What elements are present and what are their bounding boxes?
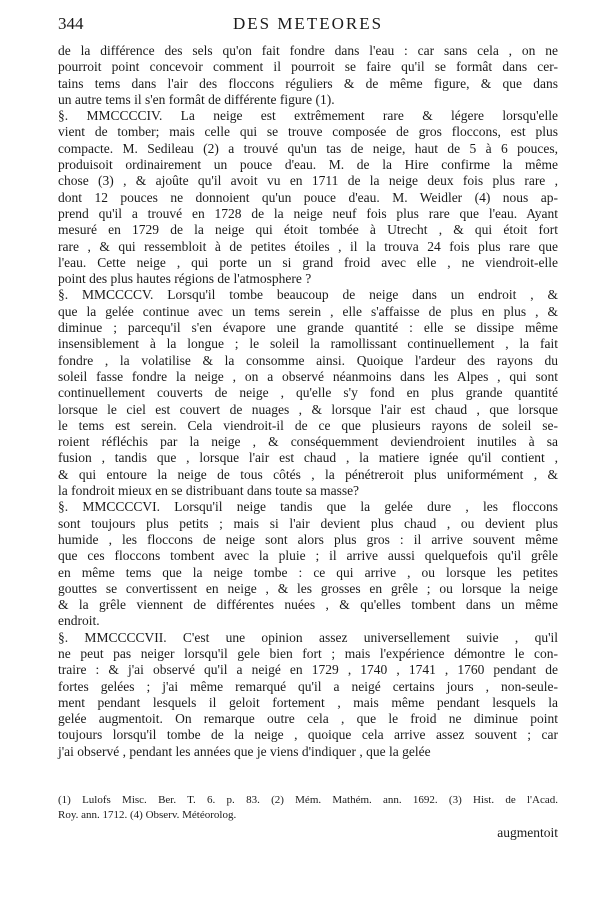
text-line: compacte. M. Sedileau (2) a trouvé qu'un tas de neige, haut de 5 à 6 pouces,	[58, 140, 558, 156]
text-line: §. MMCCCCVI. Lorsqu'il neige tandis que la gelée dure , les floccons	[58, 499, 558, 515]
text-line: pourroit point concevoir comment il pourroit se faire qu'il se formât dans cer-	[58, 59, 558, 75]
text-line: toujours lorsqu'il tombe de la neige , quoique cela arrive assez souvent ; car	[58, 727, 558, 743]
text-line: vient de tomber; mais celle qui se trouve composée de gros floccons, est plus	[58, 124, 558, 140]
text-line: sont toujours plus petits ; mais si l'air devient plus chaud , ou devient plus	[58, 515, 558, 531]
text-line: fondre , la volatilise & la consomme ainsi. Quoique l'ardeur des rayons du	[58, 352, 558, 368]
text-line: continuellement couverts de neige , qu'elle s'y fond en plus grande quantité	[58, 385, 558, 401]
text-line: j'ai observé , pendant les années que je viens d'indiquer , que la gelée	[58, 743, 431, 759]
catchword: augmentoit	[497, 825, 558, 840]
text-line: gelée augmentoit. On remarque outre cela , que le froid ne diminue point	[58, 711, 558, 727]
text-line: §. MMCCCCIV. La neige est extrêmement rare & légere lorsqu'elle	[58, 108, 558, 124]
text-line: rare , & qui ressembloit à de petites étoiles , il la trouva 24 fois plus rare que	[58, 238, 558, 254]
text-line: §. MMCCCCVII. C'est une opinion assez universellement suivie , qu'il	[58, 629, 558, 645]
text-line: endroit.	[58, 613, 100, 629]
text-line: & la grêle viennent de différentes nuées , & qu'elles tombent dans un même	[58, 597, 558, 613]
text-line: produisoit ordinairement un pouce d'eau. M. de la Hire confirme la même	[58, 157, 558, 173]
page-number: 344	[58, 14, 84, 33]
text-line: mesuré en 1729 de la neige qui étoit tombée à Utrecht , & qui étoit fort	[58, 222, 558, 238]
text-line: un autre tems il s'en formât de différente figure (1).	[58, 91, 335, 107]
text-line: gouttes se convertissent en neige , & les grosses en grêle ; ou lorsque la neige	[58, 580, 558, 596]
text-line: de la différence des sels qu'on fait fondre dans l'eau : car sans cela , on ne	[58, 43, 558, 58]
text-line: l'eau. Cette neige , qui porte un si grand froid avec elle , ne viendroit-elle	[58, 254, 558, 270]
footnotes	[58, 793, 558, 823]
text-line: que ces floccons tombent avec la pluie ; il arrive aussi quelquefois qu'il grêle	[58, 548, 558, 564]
text-line: insensiblement à la longue ; le soleil la ramollissant continuellement , la fait	[58, 336, 558, 352]
text-line: dont 12 pouces ne donnoient qu'un pouce d'eau. M. Weidler (4) nous ap-	[58, 189, 558, 205]
text-line: que la gelée continue avec un tems serein , elle s'affaisse de plus en plus , &	[58, 303, 558, 319]
text-line: ne peut pas neiger lorsqu'il gele bien fort ; mais l'expérience démontre le con-	[58, 645, 558, 661]
text-line: roient réfléchis par la neige , & conséquemment deviendroient inutiles à sa	[58, 434, 558, 450]
text-line: diminue ; parcequ'il s'en évapore une grande quantité : elle se dissipe même	[58, 320, 558, 336]
text-line: tains tems dans l'air des floccons réguliers & de même figure, & que dans	[58, 75, 558, 91]
text-line: le tems est serein. Cela viendroit-il de ce que plusieurs rayons de soleil se-	[58, 417, 558, 433]
footnote-line: (1) Lulofs Misc. Ber. T. 6. p. 83. (2) Mém. Mathém. ann. 1692. (3) Hist. de l'Acad.	[58, 794, 558, 806]
text-line: chose (3) , & ajoûte qu'il avoit vu en 1711 de la neige deux fois plus rare ,	[58, 173, 558, 189]
page-header	[58, 14, 558, 38]
text-line: traire : & j'ai observé qu'il a neigé en 1729 , 1740 , 1741 , 1760 pendant de	[58, 662, 558, 678]
text-line: fusion , tandis que , lorsque l'air est chaud , la matiere ignée qu'il contient ,	[58, 450, 558, 466]
text-line: prend qu'il a trouvé en 1728 de la neige neuf fois plus rare que l'eau. Ayant	[58, 205, 558, 221]
text-line: soleil fasse fondre la neige , on a observé néanmoins dans les Alpes , qui sont	[58, 368, 558, 384]
text-line: & qui entoure la neige de tous côtés , la pénétreroit plus uniformément , &	[58, 466, 558, 482]
footnote-line: Roy. ann. 1712. (4) Observ. Météorolog.	[58, 809, 237, 821]
text-line: la fondroit mieux en se distribuant dans toute sa masse?	[58, 483, 360, 499]
text-line: ment pendant lesquels il geloit fortement , mais même pendant lesquels la	[58, 694, 558, 710]
text-line: humide , les floccons de neige sont alors plus gros : il arrive souvent même	[58, 531, 558, 547]
text-line: lorsque le ciel est couvert de nuages , & lorsque l'air est chaud , que lorsque	[58, 401, 558, 417]
text-line: fortes gelées ; j'ai même remarqué qu'il a neigé certains jours , non-seule-	[58, 678, 558, 694]
running-head: DES METEORES	[232, 14, 384, 33]
text-line: en même tems que la neige tombe : ce qui arrive , ou lorsque les petites	[58, 564, 558, 580]
body-text	[58, 43, 558, 760]
text-line: point des plus hautes régions de l'atmosphere ?	[58, 271, 312, 287]
text-line: §. MMCCCCV. Lorsqu'il tombe beaucoup de neige dans un endroit , &	[58, 287, 558, 303]
